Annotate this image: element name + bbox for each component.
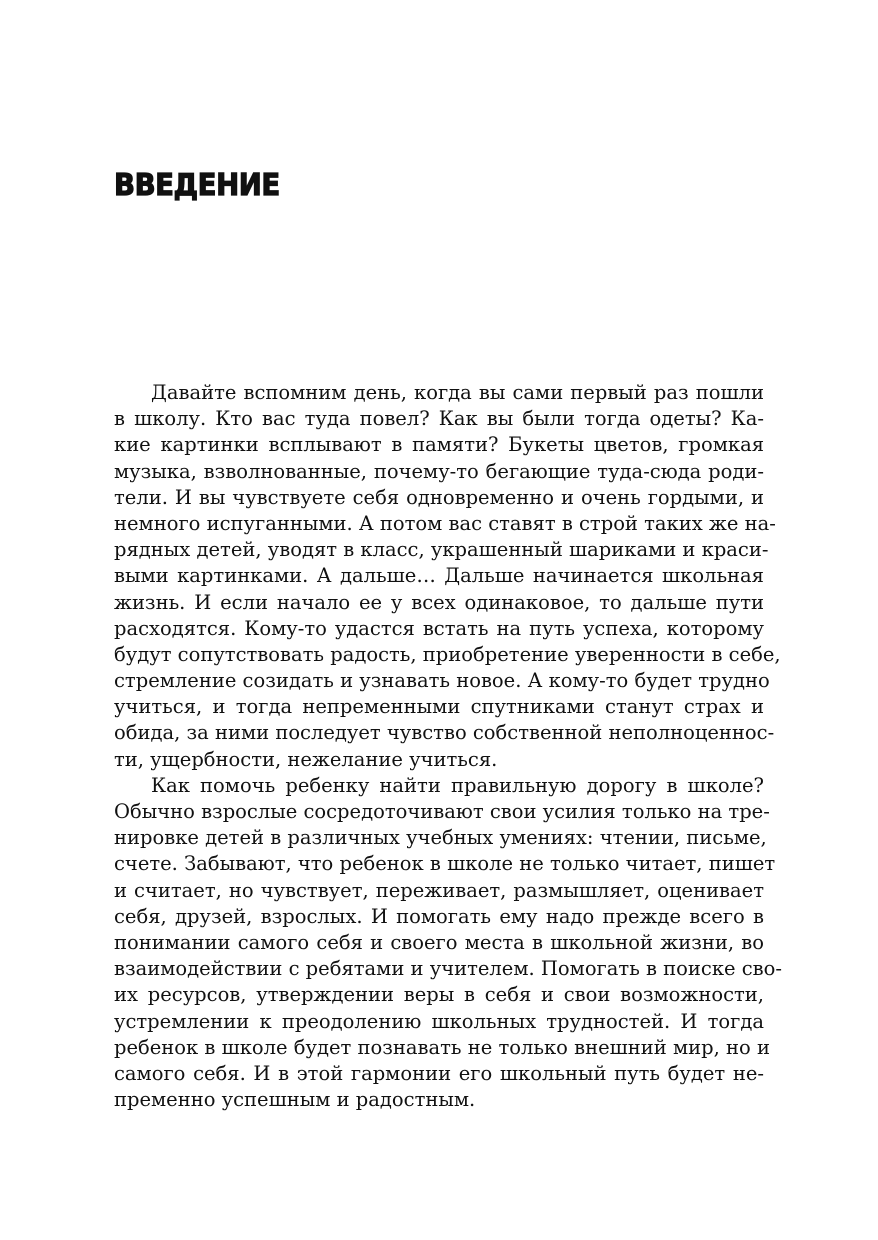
text-line: будут сопутствовать радость, приобретение уверенности в себе, — [114, 642, 781, 666]
paragraph-1 — [114, 380, 781, 773]
text-line: обида, за ними последует чувство собственной неполноценнос- — [114, 721, 775, 745]
chapter-title: ВВЕДЕНИЕ — [114, 168, 280, 203]
text-line: понимании самого себя и своего места в школьной жизни, во — [114, 930, 764, 954]
text-line: нировке детей в различных учебных умениях: чтении, письме, — [114, 826, 767, 850]
text-line: рядных детей, уводят в класс, украшенный шариками и краси- — [114, 538, 769, 562]
text-line: тели. И вы чувствуете себя одновременно и очень гордыми, и — [114, 485, 764, 509]
text-line: выми картинками. А дальше… Дальше начинается школьная — [114, 564, 764, 588]
text-line: жизнь. И если начало ее у всех одинаковое, то дальше пути — [114, 590, 764, 614]
text-line: ти, ущербности, нежелание учиться. — [114, 747, 498, 771]
text-line: ребенок в школе будет познавать не только внешний мир, но и — [114, 1035, 770, 1059]
text-line: Как помочь ребенку найти правильную дорогу в школе? — [151, 773, 764, 797]
text-line: устремлении к преодолению школьных трудностей. И тогда — [114, 1009, 764, 1033]
text-line: музыка, взволнованные, почему-то бегающие туда-сюда роди- — [114, 459, 764, 483]
text-line: и считает, но чувствует, переживает, размышляет, оценивает — [114, 878, 764, 902]
text-line: пременно успешным и радостным. — [114, 1088, 476, 1112]
text-line: Обычно взрослые сосредоточивают свои усилия только на тре- — [114, 800, 770, 823]
text-line: в школу. Кто вас туда повел? Как вы были тогда одеты? Ка- — [114, 407, 764, 431]
text-line: самого себя. И в этой гармонии его школьный путь будет не- — [114, 1061, 764, 1085]
text-line: себя, друзей, взрослых. И помогать ему надо прежде всего в — [114, 904, 764, 928]
paragraph-2 — [114, 773, 782, 1113]
body-text — [114, 380, 782, 1113]
text-line: немного испуганными. А потом вас ставят в строй таких же на- — [114, 511, 776, 535]
text-line: их ресурсов, утверждении веры в себя и свои возможности, — [114, 983, 764, 1007]
text-line: расходятся. Кому-то удастся встать на путь успеха, которому — [114, 616, 764, 640]
text-line: Давайте вспомним день, когда вы сами первый раз пошли — [151, 381, 764, 404]
text-line: стремление созидать и узнавать новое. А кому-то будет трудно — [114, 669, 770, 693]
text-line: взаимодействии с ребятами и учителем. Помогать в поиске сво- — [114, 957, 782, 981]
text-line: кие картинки всплывают в памяти? Букеты цветов, громкая — [114, 433, 764, 457]
text-line: счете. Забывают, что ребенок в школе не только читает, пишет — [114, 852, 776, 876]
text-line: учиться, и тогда непременными спутниками станут страх и — [114, 695, 764, 719]
